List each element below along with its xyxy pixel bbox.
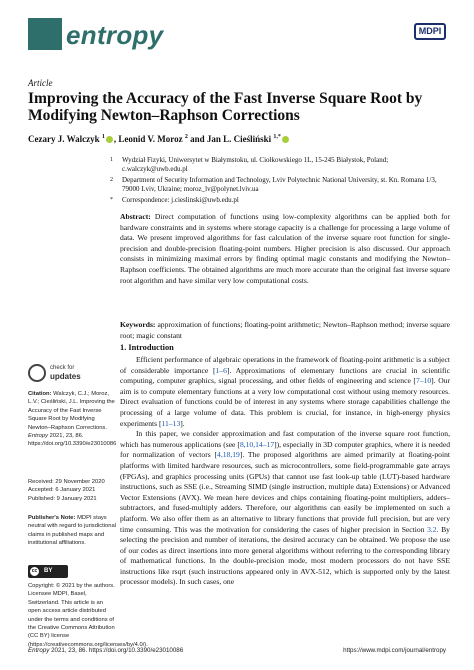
received-date: Received: 29 November 2020 bbox=[28, 479, 105, 485]
article-type: Article bbox=[28, 78, 53, 88]
copyright-block bbox=[28, 582, 148, 649]
keywords-label: Keywords: bbox=[120, 320, 156, 329]
journal-name[interactable]: entropy bbox=[66, 20, 164, 50]
affiliation-1 bbox=[110, 156, 442, 174]
introduction-text bbox=[120, 355, 450, 588]
author-2-affil: 2 bbox=[184, 134, 188, 140]
section-heading: 1. Introduction bbox=[120, 343, 174, 352]
text-run: ]. bbox=[180, 418, 185, 428]
citation-doi[interactable]: 2021, 23, 86. https://doi.org/10.3390/e23010086 bbox=[28, 433, 117, 448]
citation-journal: Entropy bbox=[28, 433, 48, 440]
text-run: ]. Approximations of elementary functions are crucial in scientific computing, computer graphics, signal processing, and other fields of engineering and science [ bbox=[120, 365, 450, 386]
abstract bbox=[120, 212, 450, 286]
footer-journal: Entropy bbox=[28, 647, 50, 654]
published-date: Published: 9 January 2021 bbox=[28, 495, 97, 502]
affiliation-number: 2 bbox=[110, 177, 113, 183]
publisher-logo[interactable]: MDPI bbox=[414, 23, 446, 40]
correspondence bbox=[110, 196, 442, 205]
paragraph-1 bbox=[120, 355, 450, 429]
text-run: . By selecting the precision and number of iterations, the desired accuracy can be obtained. We propose the use of our codes as direct insertions into more general algorithms without referring to the corresponding library of mathematical functions. In the double-precision mode, most modern processors do not have SSE instructions like rsqrt (such instructions appeared only in AVX-512, which is supported only by the latest processor models). In such cases, one bbox=[120, 524, 450, 587]
author-3-affil: 1,* bbox=[273, 134, 281, 140]
text-run: ]), especially in 3D computer graphics, where it is needed for normalization of vectors [ bbox=[120, 439, 450, 460]
author-2: Leonid V. Moroz bbox=[118, 134, 183, 144]
citation-link[interactable]: 7–10 bbox=[415, 376, 432, 386]
citation-link[interactable]: 8,10,14–17 bbox=[239, 439, 275, 449]
section-link[interactable]: 3.2 bbox=[427, 524, 437, 534]
citation-block bbox=[28, 390, 116, 449]
cc-by-label: BY bbox=[44, 568, 53, 574]
footer-url[interactable]: https://www.mdpi.com/journal/entropy bbox=[343, 647, 446, 654]
author-1: Cezary J. Walczyk bbox=[28, 134, 100, 144]
publisher-note-text: MDPI stays neutral with regard to jurisdictional claims in published maps and institutional affiliations. bbox=[28, 515, 116, 547]
citation-text: Walczyk, C.J.; Moroz, L.V.; Cieśliński, J.L. Improving the Accuracy of the Fast Inverse Square Root by Modifying Newton–Raphson Corrections. bbox=[28, 391, 115, 431]
abstract-text: Direct computation of functions using low-complexity algorithms can be applied both for hardware constraints and in systems where storage capacity is a challenge for processing a large volume of data. We present improved algorithms for fast calculation of the inverse square root function for single-precision and double-precision floating-point numbers. Higher precision is also discussed. Our approach consists in minimizing maximal errors by finding optimal magic constants and modifying the Newton–Raphson coefficients. The obtained algorithms are much more accurate than the original fast inverse square root algorithm and have similar very low computational costs. bbox=[120, 212, 450, 285]
citation-link[interactable]: 11–13 bbox=[161, 418, 181, 428]
orcid-icon[interactable] bbox=[282, 136, 289, 143]
copyright-text: Copyright: © 2021 by the authors. Licensee MDPI, Basel, Switzerland. This article is an open access article distributed under the terms and conditions of the Creative Commons Attribution (CC BY) license (https://creativecommons.org/licenses/by/4.0/). bbox=[28, 583, 148, 648]
affiliation-2 bbox=[110, 176, 442, 194]
author-1-affil: 1 bbox=[101, 134, 105, 140]
affiliation-number: 1 bbox=[110, 157, 113, 163]
author-list: Cezary J. Walczyk $^1$ , Leonid V. Moroz $^2$ and Jan L. Cieśliński $^{1,*}$ bbox=[28, 134, 290, 144]
journal-logo bbox=[28, 18, 62, 50]
paragraph-2 bbox=[120, 429, 450, 588]
paper-title: Improving the Accuracy of the Fast Inverse Square Root by Modifying Newton–Raphson Corrections bbox=[28, 90, 423, 124]
citation-link[interactable]: 1–6 bbox=[215, 365, 227, 375]
text-run: ]. Our aim is to compute elementary functions at a very low computational cost without using memory resources. Direct evaluation of functions could be of interest in any systems where storage capabilities challenge the processing of a large volume of data. This problem is crucial, for instance, in high-energy physics experiments [ bbox=[120, 376, 451, 428]
author-separator: and bbox=[190, 134, 205, 144]
author-3: Jan L. Cieśliński bbox=[206, 134, 272, 144]
publisher-note bbox=[28, 514, 116, 548]
affiliation-text: Wydział Fizyki, Uniwersytet w Białymstoku, ul. Ciołkowskiego 1L, 15-245 Białystok, Poland; c.walczyk@uwb.edu.pl bbox=[122, 156, 389, 173]
citation-label: Citation: bbox=[28, 391, 52, 397]
accepted-date: Accepted: 6 January 2021 bbox=[28, 487, 96, 494]
affiliation-text: Correspondence: j.cieslinski@uwb.edu.pl bbox=[122, 196, 239, 204]
text-run: In this paper, we consider approximation and fast computation of the inverse square root function, which has numerous applications (see [ bbox=[120, 429, 450, 449]
keywords bbox=[120, 320, 450, 341]
text-run: ]. The proposed algorithms are aimed primarily at floating-point platforms with limited hardware resources, such as microcontrollers, some field-programmable gate arrays (FPGAs), and graphics processing units (GPUs) that cannot use fast look-up table (LUT)-based hardware instructions, such as SSE (i.e., Streaming SIMD (single instruction, multiple data) Extensions) or Advanced Vector Extensions (AVX). We mean here devices and chips containing floating-point multipliers, adders–subtractors, and fused-multiply adders. Therefore, our algorithms can easily be implemented on such a platform. We also offer them as an alternative to library functions that provide full precision, but are very time consuming. This was the motivation for considering the cases of higher precision in Section bbox=[120, 450, 450, 534]
check-updates-icon[interactable] bbox=[28, 364, 46, 382]
orcid-icon[interactable] bbox=[106, 136, 113, 143]
text-run: Efficient performance of algebraic operations in the framework of floating-point arithmetic is a subject of considerable importance [ bbox=[120, 355, 450, 375]
affiliation-text: Department of Security Information and Technology, Lviv Polytechnic National University, st. Kn. Romana 1/3, 79000 Lviv, Ukraine; moroz_lv@polynet.lviv.ua bbox=[122, 176, 437, 193]
keywords-text: approximation of functions; floating-point arithmetic; Newton–Raphson method; inverse square root; magic constant bbox=[120, 320, 451, 340]
publisher-note-label: Publisher's Note: bbox=[28, 515, 76, 521]
footer-doi[interactable]: 2021, 23, 86. https://doi.org/10.3390/e23010086 bbox=[51, 647, 184, 654]
affiliation-number: * bbox=[110, 197, 113, 203]
dates-block bbox=[28, 478, 116, 503]
footer-citation bbox=[28, 647, 183, 654]
abstract-label: Abstract: bbox=[120, 212, 151, 221]
check-updates-bottom[interactable]: updates bbox=[50, 372, 81, 381]
cc-icon: cc bbox=[29, 566, 40, 577]
check-updates-top[interactable]: check for bbox=[50, 365, 75, 371]
citation-link[interactable]: 4,18,19 bbox=[217, 450, 240, 460]
